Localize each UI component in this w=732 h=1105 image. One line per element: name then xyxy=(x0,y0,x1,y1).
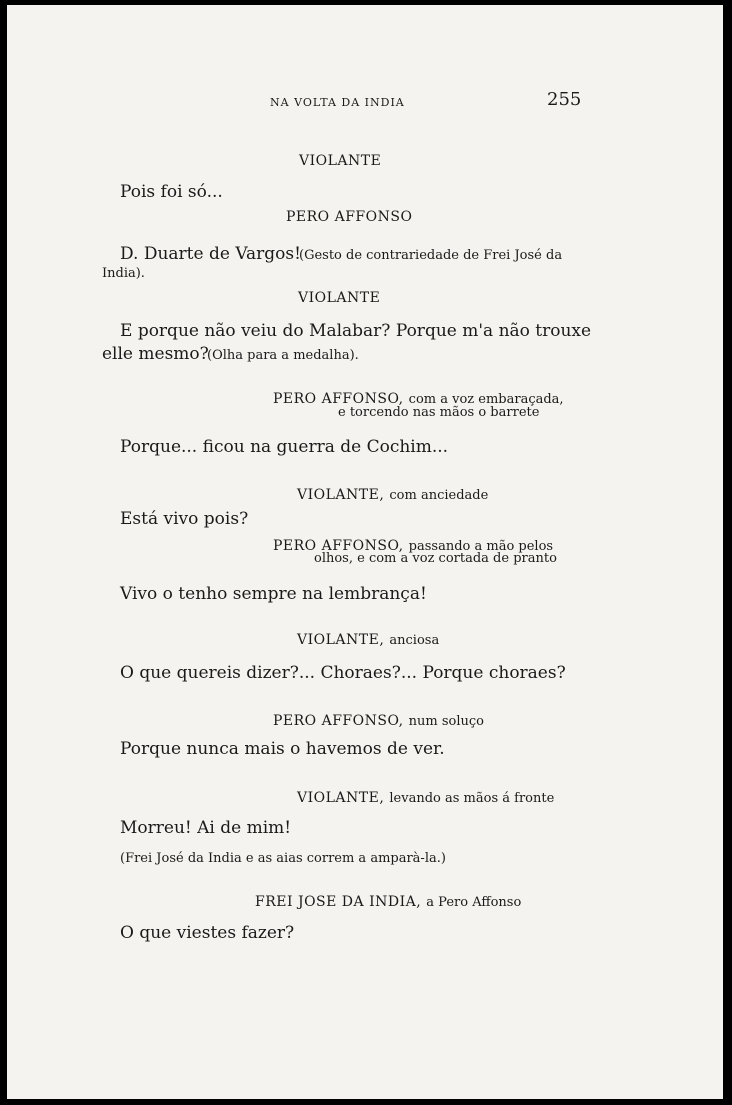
stage-direction: anciosa xyxy=(389,633,440,648)
dialogue-line: Porque... ficou na guerra de Cochim... xyxy=(120,437,449,457)
speaker-cue xyxy=(297,484,488,503)
dialogue-line: Vivo o tenho sempre na lembrança! xyxy=(120,584,427,604)
stage-direction: passando a mão pelos xyxy=(408,539,554,554)
stage-direction: India). xyxy=(102,266,145,281)
speaker-label: VIOLANTE, xyxy=(297,632,385,648)
speaker-label: PERO AFFONSO, xyxy=(273,391,404,407)
dialogue-line: O que viestes fazer? xyxy=(120,923,295,943)
speaker-label: VIOLANTE, xyxy=(297,487,385,503)
dialogue-line: Está vivo pois? xyxy=(120,509,249,529)
speaker-cue xyxy=(273,710,484,729)
page-number: 255 xyxy=(547,89,582,110)
speaker-label: VIOLANTE xyxy=(299,153,382,169)
speaker-cue xyxy=(297,629,439,648)
speaker-label: VIOLANTE, xyxy=(297,790,385,806)
stage-direction: (Olha para a medalha). xyxy=(207,348,359,363)
stage-direction: (Frei José da India e as aias correm a amparà-la.) xyxy=(120,851,446,866)
speaker-label: PERO AFFONSO xyxy=(286,209,413,225)
speaker-label: PERO AFFONSO, xyxy=(273,538,404,554)
stage-direction: e torcendo nas mãos o barrete xyxy=(338,405,540,420)
speaker-label: FREI JOSE DA INDIA, xyxy=(255,894,422,910)
stage-direction: (Gesto de contrariedade de Frei José da xyxy=(299,248,563,263)
dialogue-line: elle mesmo? xyxy=(102,344,209,364)
dialogue-line: E porque não veiu do Malabar? Porque m'a não trouxe xyxy=(120,321,592,341)
dialogue-line: O que quereis dizer?... Choraes?... Porque choraes? xyxy=(120,663,566,683)
speaker-cue xyxy=(297,787,554,806)
running-title: NA VOLTA DA INDIA xyxy=(270,96,405,109)
dialogue-line: Pois foi só... xyxy=(120,182,223,202)
speaker-label: PERO AFFONSO, xyxy=(273,713,404,729)
speaker-label: VIOLANTE xyxy=(298,290,381,306)
stage-direction: com a voz embaraçada, xyxy=(408,392,564,407)
dialogue-line: Porque nunca mais o havemos de ver. xyxy=(120,739,445,759)
stage-direction: com anciedade xyxy=(389,488,489,503)
stage-direction: a Pero Affonso xyxy=(426,895,522,910)
stage-direction: olhos, e com a voz cortada de pranto xyxy=(314,551,557,566)
speaker-cue xyxy=(255,891,521,910)
stage-direction: num soluço xyxy=(408,714,485,729)
dialogue-line: Morreu! Ai de mim! xyxy=(120,818,292,838)
book-page xyxy=(7,5,723,1099)
dialogue-line: D. Duarte de Vargos! xyxy=(120,244,301,264)
stage-direction: levando as mãos á fronte xyxy=(389,791,555,806)
